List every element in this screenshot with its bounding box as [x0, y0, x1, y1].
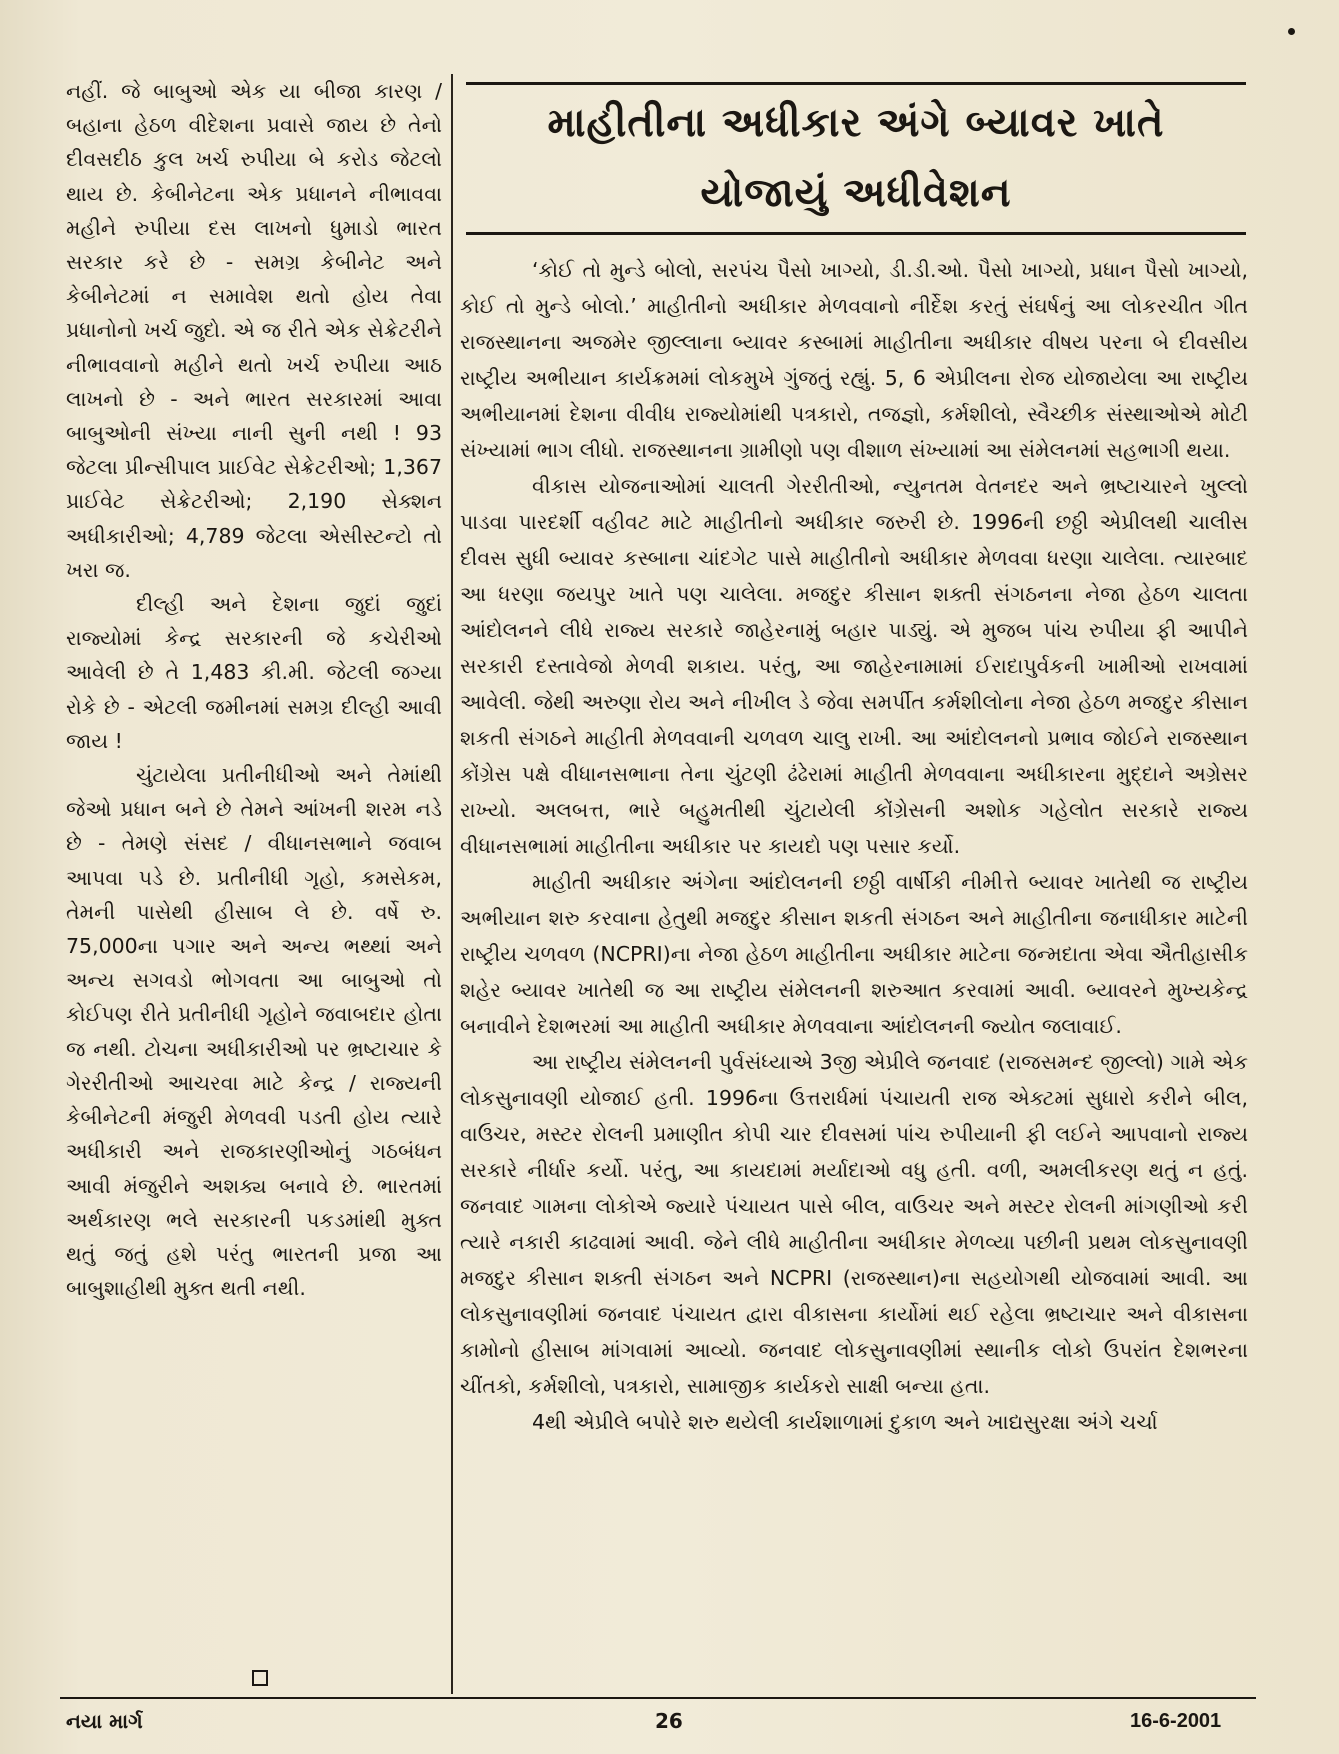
article-body	[460, 252, 1248, 1440]
article-paragraph-4: આ રાષ્ટ્રીય સંમેલનની પુર્વસંધ્યાએ 3જી એપ્રીલે જનવાદ (રાજસમન્દ જીલ્લો) ગામે એક લોકસુનાવણી યોજાઈ હતી. 1996ના ઉત્તરાર્ધમાં પંચાયતી રાજ એક્ટમાં સુધારો કરીને બીલ, વાઉચર, મસ્ટર રોલની પ્રમાણીત કોપી ચાર દીવસમાં પાંચ રુપીયાની ફી લઈને આપવાનો રાજ્ય સરકારે નીર્ધાર કર્યો. પરંતુ, આ કાયદામાં મર્યાદાઓ વધુ હતી. વળી, અમલીકરણ થતું ન હતું. જનવાદ ગામના લોકોએ જ્યારે પંચાયત પાસે બીલ, વાઉચર અને મસ્ટર રોલની માંગણીઓ કરી ત્યારે નકારી કાઢવામાં આવી. જેને લીધે માહીતીના અધીકાર મેળવ્યા પછીની પ્રથમ લોકસુનાવણી મજદુર કીસાન શક્તી સંગઠન અને NCPRI (રાજસ્થાન)ના સહયોગથી યોજવામાં આવી. આ લોકસુનાવણીમાં જનવાદ પંચાયત દ્વારા વીકાસના કાર્યોમાં થઈ રહેલા ભ્રષ્ટાચાર અને વીકાસના કામોનો હીસાબ માંગવામાં આવ્યો. જનવાદ લોકસુનાવણીમાં સ્થાનીક લોકો ઉપરાંત દેશભરના ચીંતકો, કર્મશીલો, પત્રકારો, સામાજીક કાર્યકરો સાક્ષી બન્યા હતા.	[460, 1050, 1248, 1398]
article-paragraph-3: માહીતી અધીકાર અંગેના આંદોલનની છઠ્ઠી વાર્ષીકી નીમીત્તે બ્યાવર ખાતેથી જ રાષ્ટ્રીય અભીયાન શરુ કરવાના હેતુથી મજદુર કીસાન શકતી સંગઠન અને માહીતીના જનાધીકાર માટેની રાષ્ટ્રીય ચળવળ (NCPRI)ના નેજા હેઠળ માહીતીના અધીકાર માટેના જન્મદાતા એવા ઐતીહાસીક શહેર બ્યાવર ખાતેથી જ આ રાષ્ટ્રીય સંમેલનની શરુઆત કરવામાં આવી. બ્યાવરને મુખ્યકેન્દ્ર બનાવીને દેશભરમાં આ માહીતી અધીકાર મેળવવાના આંદોલનની જ્યોત જલાવાઈ.	[460, 870, 1248, 1038]
headline-line-1: માહીતીના અધીકાર અંગે બ્યાવર ખાતે	[547, 100, 1165, 146]
column-divider	[451, 74, 453, 1694]
left-column	[66, 74, 442, 1305]
left-paragraph-2: દીલ્હી અને દેશના જુદાં જુદાં રાજ્યોમાં કેન્દ્ર સરકારની જે કચેરીઓ આવેલી છે તે 1,483 કી.મી. જેટલી જગ્યા રોકે છે - એટલી જમીનમાં સમગ્ર દીલ્હી આવી જાય !	[66, 592, 442, 753]
print-dot	[1288, 28, 1295, 35]
left-paragraph-3: ચુંટાયેલા પ્રતીનીધીઓ અને તેમાંથી જેઓ પ્રધાન બને છે તેમને આંખની શરમ નડે છે - તેમણે સંસદ / વીધાનસભાને જવાબ આપવા પડે છે. પ્રતીનીધી ગૃહો, કમસેકમ, તેમની પાસેથી હીસાબ લે છે. વર્ષે રુ. 75,000ના પગાર અને અન્ય ભથ્થાં અને અન્ય સગવડો ભોગવતા આ બાબુઓ તો કોઈપણ રીતે પ્રતીનીધી ગૃહોને જવાબદાર હોતા જ નથી. ટોચના અધીકારીઓ પર ભ્રષ્ટાચાર કે ગેરરીતીઓ આચરવા માટે કેન્દ્ર / રાજ્યની કેબીનેટની મંજુરી મેળવવી પડતી હોય ત્યારે અધીકારી અને રાજકારણીઓનું ગઠબંધન આવી મંજુરીને અશક્ય બનાવે છે. ભારતમાં અર્થકારણ ભલે સરકારની પકડમાંથી મુક્ત થતું જતું હશે પરંતુ ભારતની પ્રજા આ બાબુશાહીથી મુક્ત થતી નથી.	[66, 763, 442, 1301]
article-paragraph-1: ‘કોઈ તો મુન્ડે બોલો, સરપંચ પૈસો ખાગ્યો, ડી.ડી.ઓ. પૈસો ખાગ્યો, પ્રધાન પૈસો ખાગ્યો, કોઈ તો મુન્ડે બોલો.’ માહીતીનો અધીકાર મેળવવાનો નીર્દેશ કરતું સંઘર્ષનું આ લોકરચીત ગીત રાજસ્થાનના અજમેર જીલ્લાના બ્યાવર કસ્બામાં માહીતીના અધીકાર વીષય પરના બે દીવસીય રાષ્ટ્રીય અભીયાન કાર્યક્રમમાં લોકમુખે ગુંજતું રહ્યું. 5, 6 એપ્રીલના રોજ યોજાયેલા આ રાષ્ટ્રીય અભીયાનમાં દેશના વીવીધ રાજ્યોમાંથી પત્રકારો, તજજ્ઞો, કર્મશીલો, સ્વૈચ્છીક સંસ્થાઓએ મોટી સંખ્યામાં ભાગ લીધો. રાજસ્થાનના ગ્રામીણો પણ વીશાળ સંખ્યામાં આ સંમેલનમાં સહભાગી થયા.	[460, 258, 1248, 462]
article-paragraph-5: 4થી એપ્રીલે બપોરે શરુ થયેલી કાર્યશાળામાં દુકાળ અને ખાદ્યસુરક્ષા અંગે ચર્ચા	[532, 1410, 1158, 1434]
footer-rule	[60, 1697, 1256, 1699]
headline-bottom-rule	[466, 232, 1246, 235]
article-paragraph-2: વીકાસ યોજનાઓમાં ચાલતી ગેરરીતીઓ, ન્યુનતમ વેતનદર અને ભ્રષ્ટાચારને ખુલ્લો પાડવા પારદર્શી વહીવટ માટે માહીતીનો અધીકાર જરુરી છે. 1996ની છઠ્ઠી એપ્રીલથી ચાલીસ દીવસ સુધી બ્યાવર કસ્બાના ચાંદગેટ પાસે માહીતીનો અધીકાર મેળવવા ધરણા ચાલેલા. ત્યારબાદ આ ધરણા જયપુર ખાતે પણ ચાલેલા. મજદુર કીસાન શક્તી સંગઠનના નેજા હેઠળ ચાલતા આંદોલનને લીધે રાજ્ય સરકારે જાહેરનામું બહાર પાડ્યું. એ મુજબ પાંચ રુપીયા ફી આપીને સરકારી દસ્તાવેજો મેળવી શકાય. પરંતુ, આ જાહેરનામામાં ઈરાદાપુર્વકની ખામીઓ રાખવામાં આવેલી. જેથી અરુણા રોય અને નીખીલ ડે જેવા સમર્પીત કર્મશીલોના નેજા હેઠળ મજદુર કીસાન શકતી સંગઠને માહીતી મેળવવાની ચળવળ ચાલુ રાખી. આ આંદોલનનો પ્રભાવ જોઈને રાજસ્થાન કોંગ્રેસ પક્ષે વીધાનસભાના તેના ચુંટણી ઢંઢેરામાં માહીતી મેળવવાના અધીકારના મુદ્દાને અગ્રેસર રાખ્યો. અલબત્ત, ભારે બહુમતીથી ચુંટાયેલી કોંગ્રેસની અશોક ગહેલોત સરકારે રાજ્ય વીધાનસભામાં માહીતીના અધીકાર પર કાયદો પણ પસાર કર્યો.	[460, 474, 1248, 858]
article-headline	[466, 88, 1246, 228]
headline-top-rule	[466, 82, 1246, 85]
page-number: 26	[655, 1709, 683, 1733]
issue-date: 16-6-2001	[1130, 1710, 1222, 1732]
left-paragraph-1: નહીં. જે બાબુઓ એક યા બીજા કારણ / બહાના હેઠળ વીદેશના પ્રવાસે જાય છે તેનો દીવસદીઠ કુલ ખર્ચ રુપીયા બે કરોડ જેટલો થાય છે. કેબીનેટના એક પ્રધાનને નીભાવવા મહીને રુપીયા દસ લાખનો ધુમાડો ભારત સરકાર કરે છે - સમગ્ર કેબીનેટ અને કેબીનેટમાં ન સમાવેશ થતો હોય તેવા પ્રધાનોનો ખર્ચ જુદો. એ જ રીતે એક સેક્રેટરીને નીભાવવાનો મહીને થતો ખર્ચ રુપીયા આઠ લાખનો છે - અને ભારત સરકારમાં આવા બાબુઓની સંખ્યા નાની સુની નથી ! 93 જેટલા પ્રીન્સીપાલ પ્રાઈવેટ સેક્રેટરીઓ; 1,367 પ્રાઈવેટ સેક્રેટરીઓ; 2,190 સેક્શન અધીકારીઓ; 4,789 જેટલા એસીસ્ટન્ટો તો ખરા જ.	[66, 79, 442, 582]
publication-name: નયા માર્ગ	[66, 1709, 143, 1733]
end-of-article-mark	[252, 1670, 268, 1686]
headline-line-2: યોજાયું અધીવેશન	[700, 170, 1012, 216]
